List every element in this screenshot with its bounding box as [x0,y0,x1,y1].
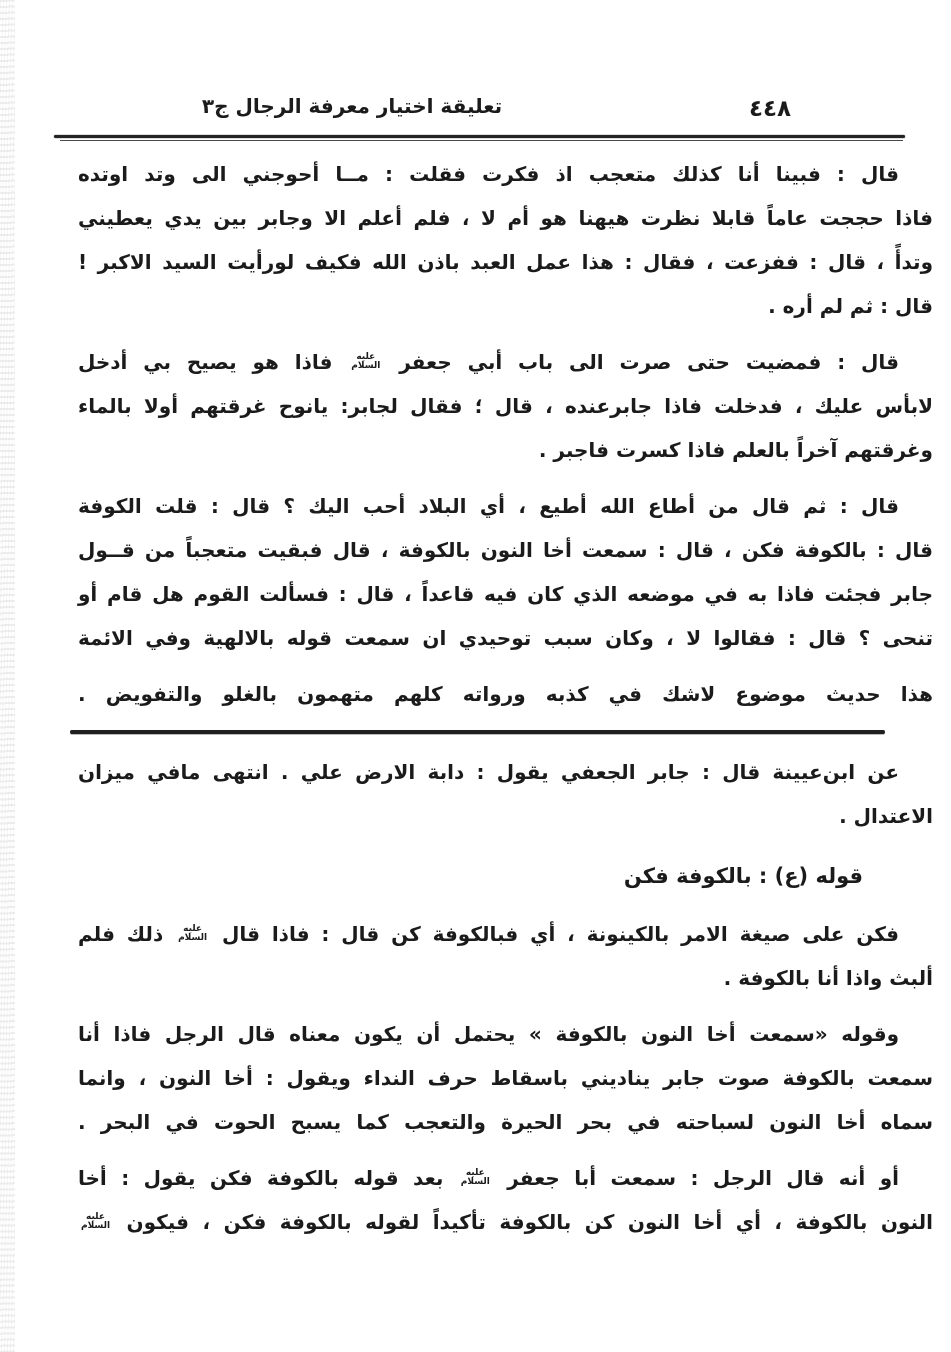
text-line: ألبث واذا أنا بالكوفة . [723,966,933,990]
text-line: قال : بالكوفة فكن ، قال : سمعت أخا النون بالكوفة ، قال فبقيت متعجباً من قــول [78,538,933,562]
alayhis-salam-ligature-icon: عليه السلام [178,924,208,943]
alayhis-salam-ligature-icon: عليه السلام [460,1168,490,1187]
alayhis-salam-ligature-icon: عليه السلام [81,1212,111,1231]
page-header [0,88,951,140]
text-line: النون بالكوفة ، أي أخا النون كن بالكوفة تأكيداً لقوله بالكوفة فكن ، فيكون عليه السلام [81,1210,933,1234]
paragraph [78,912,933,1000]
text-line: تنحى ؟ قال : فقالوا لا ، وكان سبب توحيدي ان سمعت قوله بالالهية وفي الائمة [78,626,933,650]
text-line: هذا حديث موضوع لاشك في كذبه ورواته كلهم متهمون بالغلو والتفويض . [78,682,933,706]
separator-rule [70,730,885,734]
text-line: وغرقتهم آخراً بالعلم فاذا كسرت فاجبر . [538,438,933,462]
text-line: وقوله «سمعت أخا النون بالكوفة » يحتمل أن يكون معناه قال الرجل فاذا أنا [78,1022,899,1046]
text-line: قال : فمضيت حتى صرت الى باب أبي جعفر عليه السلام فاذا هو يصيح بي أدخل [78,350,900,374]
text-line: جابر فجئت فاذا به في موضعه الذي كان فيه قاعداً ، قال : فسألت القوم هل قام أو [78,582,933,606]
page-body-text [78,152,933,1256]
paragraph [78,672,933,716]
text-line: فكن على صيغة الامر بالكينونة ، أي فبالكوفة كن قال : فاذا قال عليه السلام ذلك فلم [78,922,900,946]
text-line: سماه أخا النون لسباحته في بحر الحيرة والتعجب كما يسبح الحوت في البحر . [78,1110,933,1134]
paragraph [78,152,933,328]
page-number: ٤٤٨ [748,96,792,122]
text-line: أو أنه قال الرجل : سمعت أبا جعفر عليه السلام بعد قوله بالكوفة فكن يقول : أخا [78,1166,899,1190]
text-line: قال : فبينا أنا كذلك متعجب اذ فكرت فقلت : مــا أحوجني الى وتد اوتده [78,162,899,186]
paragraph [78,484,933,660]
scan-noise-edge [0,0,15,1352]
section-heading: قوله (ع) : بالكوفة فكن [623,864,863,888]
text-line: وتدأً ، قال : ففزعت ، فقال : هذا عمل العبد باذن الله فكيف لورأيت السيد الاكبر ! [78,250,933,274]
text-line: قال : ثم لم أره . [768,294,933,318]
paragraph [78,340,933,472]
text-line: عن ابن‌عيينة قال : جابر الجعفي يقول : دابة الارض علي . انتهى مافي ميزان [78,760,899,784]
paragraph [78,1156,933,1244]
header-rule-thick-line [54,135,905,138]
alayhis-salam-ligature-icon: عليه السلام [351,352,381,371]
paragraph [78,1012,933,1144]
header-rule [54,135,905,142]
text-line: لابأس عليك ، فدخلت فاذا جابرعنده ، قال ؛ فقال لجابر: يانوح غرقتهم أولا بالماء [78,394,933,418]
text-line: الاعتدال . [839,804,933,828]
header-rule-thin-line [60,140,903,141]
text-line: قال : ثم قال من أطاع الله أطيع ، أي البلاد أحب اليك ؟ قال : قلت الكوفة [78,494,899,518]
paragraph [78,750,933,838]
book-title: تعليقة اختيار معرفة الرجال ج٣ [201,94,503,118]
text-line: فاذا حججت عاماً قابلا نظرت هيهنا هو أم لا ، فلم أعلم الا وجابر بين يدي يعطيني [78,206,933,230]
text-line: سمعت بالكوفة صوت جابر يناديني باسقاط حرف النداء ويقول : أخا النون ، وانما [78,1066,933,1090]
